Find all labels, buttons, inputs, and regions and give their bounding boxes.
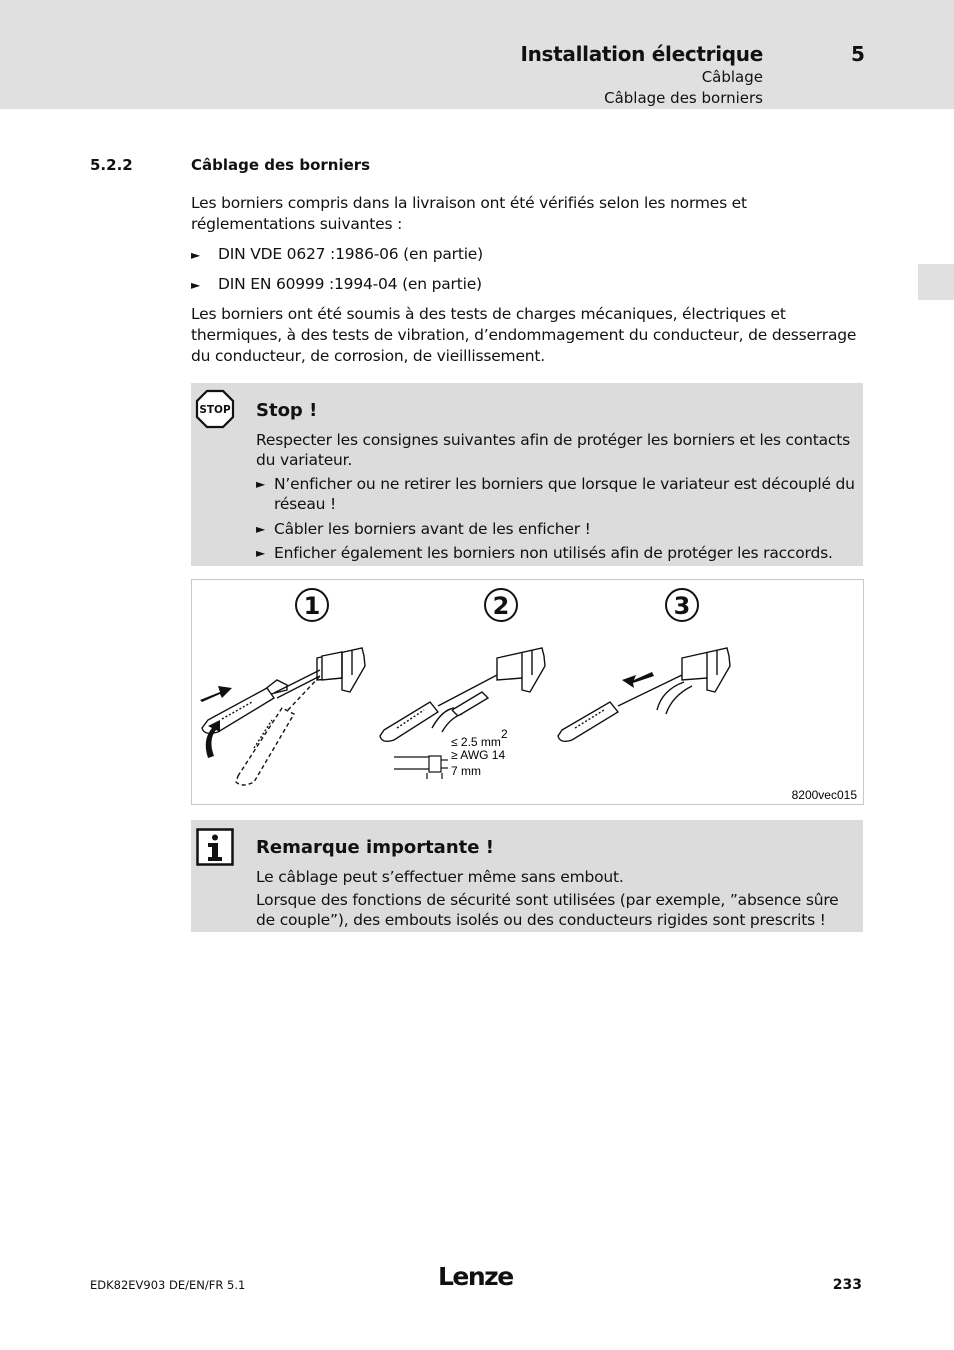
- bullet-arrow-icon: ►: [256, 546, 266, 560]
- screwdriver-step-2: [380, 648, 545, 741]
- section-title: Câblage des borniers: [191, 156, 371, 174]
- stop-title: Stop !: [256, 400, 318, 421]
- wiring-steps-diagram: [192, 580, 863, 804]
- wire-area-exponent: 2: [501, 727, 508, 741]
- chapter-side-tab: [918, 264, 954, 300]
- page-header: [0, 0, 954, 109]
- stop-list-item: ► Enficher également les borniers non utilisés afin de protéger les raccords.: [256, 544, 833, 562]
- pull-arrow-icon: [622, 672, 654, 688]
- stop-text: Respecter les consignes suivantes afin de protéger les borniers et les contacts du variateur.: [256, 431, 850, 469]
- subheading-2: Câblage des borniers: [604, 89, 763, 107]
- info-icon: [196, 828, 234, 866]
- bullet-arrow-icon: ►: [256, 522, 266, 536]
- stop-sign-icon: [195, 389, 235, 429]
- wiring-illustration: [191, 579, 864, 805]
- stop-list-item: ► N’enficher ou ne retirer les borniers que lorsque le variateur est découplé du réseau !: [256, 475, 855, 513]
- step-3-marker: [666, 589, 698, 621]
- step-1-marker: [296, 589, 328, 621]
- screwdriver-step-1: [202, 648, 365, 785]
- norm-item: ► DIN VDE 0627 :1986-06 (en partie): [191, 244, 483, 266]
- document-code: EDK82EV903 DE/EN/FR 5.1: [90, 1278, 246, 1292]
- subheading-1: Câblage: [701, 68, 763, 86]
- section-number: 5.2.2: [90, 156, 133, 174]
- wire-strip-diagram: [394, 756, 448, 779]
- svg-text:3: 3: [673, 592, 691, 620]
- intro-paragraph: Les borniers compris dans la livraison ont été vérifiés selon les normes et réglementations suivantes :: [191, 194, 747, 233]
- bullet-arrow-icon: ►: [191, 248, 201, 262]
- screwdriver-step-3: [558, 648, 730, 741]
- stop-list-item: ► Câbler les borniers avant de les enficher !: [256, 520, 591, 538]
- important-note-box: [191, 820, 863, 932]
- stop-warning-box: [191, 383, 863, 566]
- note-title: Remarque importante !: [256, 837, 494, 858]
- wire-area-spec: ≤ 2.5 mm: [451, 735, 501, 749]
- figure-code: 8200vec015: [791, 788, 857, 802]
- svg-text:STOP: STOP: [199, 404, 231, 416]
- note-line-1: Le câblage peut s’effectuer même sans embout.: [256, 868, 624, 886]
- tests-paragraph: Les borniers ont été soumis à des tests de charges mécaniques, électriques et thermiques, à des tests de vibration, d’endommagement du conducteur, de desserrage du conducteur, de corrosion, de vieillissement.: [191, 305, 857, 365]
- step-2-marker: [485, 589, 517, 621]
- bullet-arrow-icon: ►: [256, 477, 266, 491]
- chapter-number: 5: [851, 42, 865, 66]
- lenze-logo: Lenze: [438, 1262, 513, 1291]
- bullet-arrow-icon: ►: [191, 278, 201, 292]
- note-line-2: Lorsque des fonctions de sécurité sont utilisées (par exemple, ”absence sûre de couple”), des embouts isolés ou des conducteurs rigides sont prescrits !: [256, 891, 839, 929]
- chapter-title: Installation électrique: [520, 42, 763, 66]
- page-number: 233: [832, 1277, 862, 1293]
- svg-text:2: 2: [492, 592, 510, 620]
- norm-item: ► DIN EN 60999 :1994-04 (en partie): [191, 274, 482, 296]
- strip-length-spec: 7 mm: [451, 764, 481, 778]
- svg-text:1: 1: [303, 592, 321, 620]
- wire-awg-spec: ≥ AWG 14: [451, 748, 506, 762]
